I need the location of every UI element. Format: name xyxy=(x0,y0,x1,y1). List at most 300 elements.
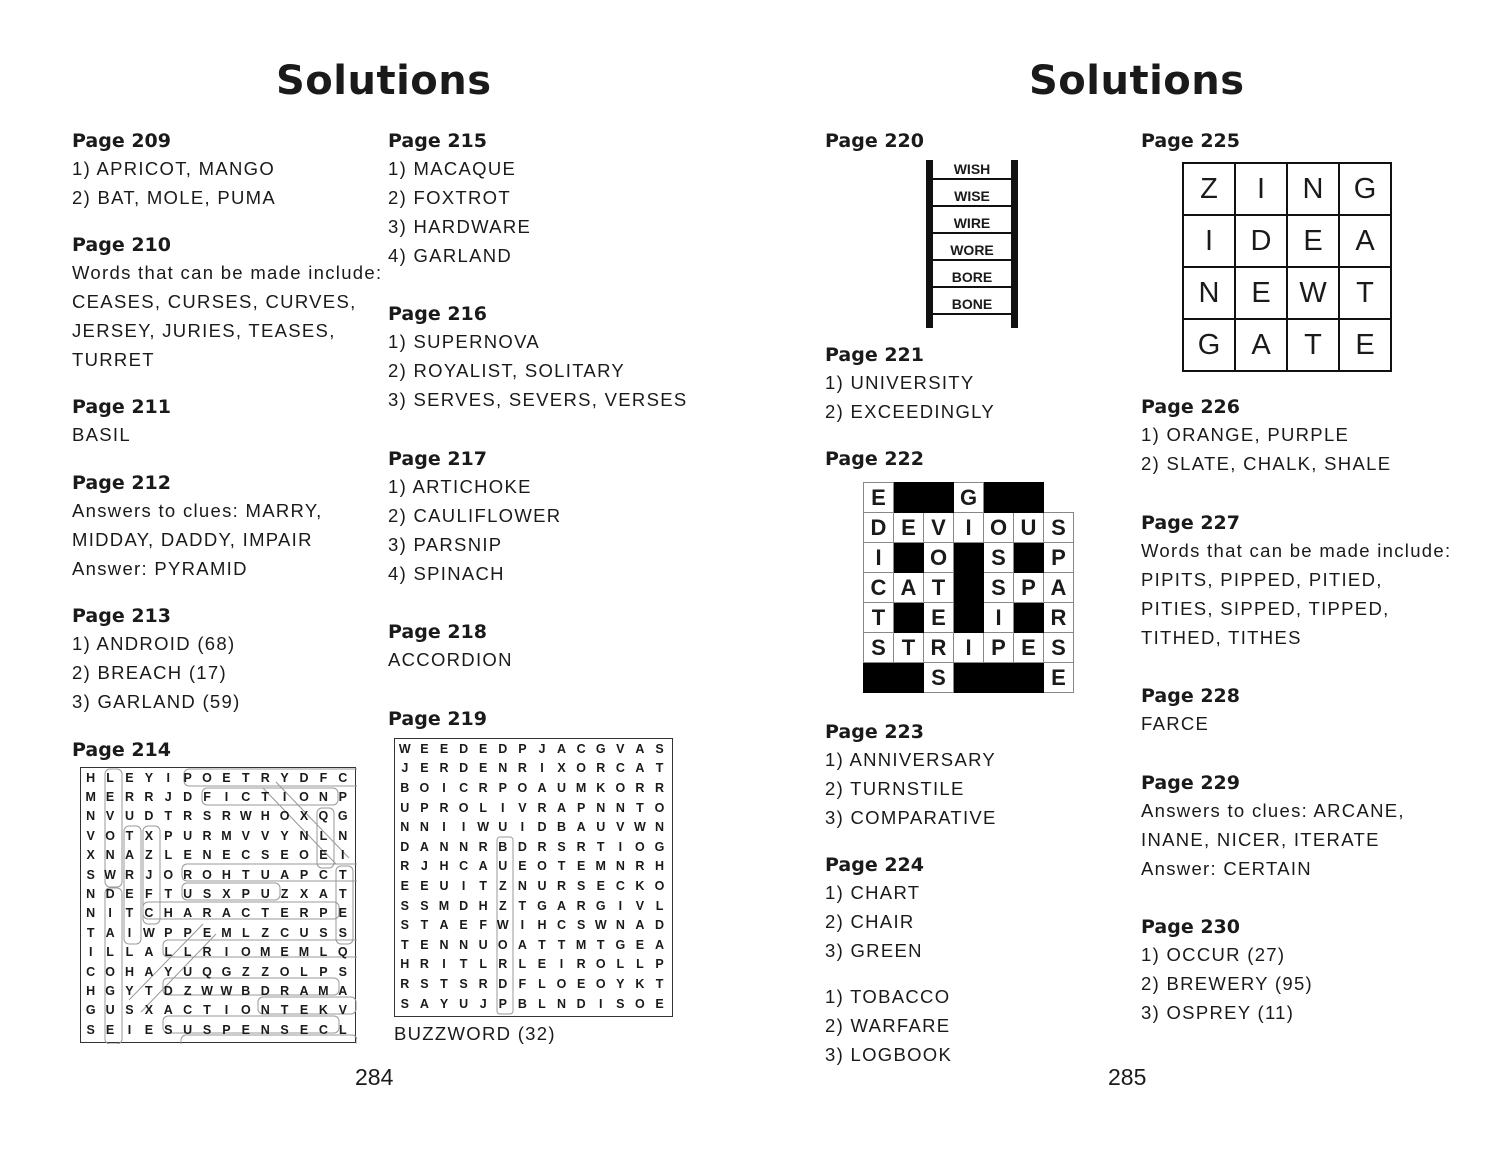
grid-letter: P xyxy=(299,867,309,882)
grid-letter: S xyxy=(338,964,347,979)
grid-letter: E xyxy=(280,945,289,960)
section-page-218 xyxy=(388,619,513,674)
answer-line: 2) CAULIFLOWER xyxy=(388,505,562,526)
ladder-word: WISH xyxy=(953,161,991,177)
answer-line: 1) TOBACCO xyxy=(825,986,951,1007)
grid-letter: L xyxy=(106,770,114,785)
grid-letter: T xyxy=(655,761,664,776)
grid-letter: A xyxy=(478,859,488,874)
section-heading: Page 224 xyxy=(825,854,924,876)
grid-letter: T xyxy=(145,983,153,998)
grid-letter: U xyxy=(478,937,488,952)
grid-letter: A xyxy=(576,820,586,835)
section-page-214 xyxy=(72,737,171,763)
crossword-row xyxy=(864,543,1074,573)
grid-letter: U xyxy=(105,1003,115,1018)
grid-letter: Z xyxy=(145,848,153,863)
crossword-block xyxy=(984,663,1014,693)
section-page-211 xyxy=(72,394,171,449)
grid-letter: T xyxy=(242,867,250,882)
grid-letter: P xyxy=(164,828,173,843)
grid-letter: N xyxy=(86,809,96,824)
grid-letter: I xyxy=(224,790,229,805)
grid-letter: E xyxy=(479,761,488,776)
grid-letter: A xyxy=(144,964,154,979)
answer-line: 3) GREEN xyxy=(825,940,923,961)
answer-line: Words that can be made include: xyxy=(72,262,383,283)
answer-line: Answer: PYRAMID xyxy=(72,558,248,579)
crossword-row xyxy=(864,483,1074,513)
answer-line: 2) WARFARE xyxy=(825,1015,951,1036)
grid-letter: N xyxy=(419,820,429,835)
grid-letter: L xyxy=(538,996,546,1011)
grid-letter: W xyxy=(477,820,490,835)
grid-row xyxy=(81,923,352,942)
answer-line: Words that can be made include: xyxy=(1141,540,1452,561)
grid-letter: X xyxy=(144,1003,154,1018)
square-letter: N xyxy=(1287,163,1339,215)
answer-line: PIPITS, PIPPED, PITIED, xyxy=(1141,569,1383,590)
grid-letter: U xyxy=(459,996,469,1011)
grid-letter: N xyxy=(299,828,309,843)
grid-letter: M xyxy=(575,780,587,795)
grid-row xyxy=(81,962,352,981)
section-page-210 xyxy=(72,232,382,374)
grid-letter: W xyxy=(220,983,233,998)
grid-letter: T xyxy=(242,770,250,785)
grid-letter: S xyxy=(164,1022,173,1037)
grid-row xyxy=(395,994,669,1014)
grid-letter: A xyxy=(144,945,154,960)
answer-line: 3) HARDWARE xyxy=(388,216,532,237)
grid-letter: W xyxy=(201,983,213,998)
grid-letter: S xyxy=(125,1003,134,1018)
answer-line: 2) BREWERY (95) xyxy=(1141,973,1313,994)
grid-letter: T xyxy=(86,925,95,940)
grid-letter: C xyxy=(144,906,154,921)
grid-letter: Y xyxy=(280,828,289,843)
grid-row xyxy=(395,915,669,935)
crossword-letter: R xyxy=(1044,603,1074,633)
answer-line: 2) EXCEEDINGLY xyxy=(825,401,996,422)
grid-letter: G xyxy=(221,964,232,979)
answer-line: 4) GARLAND xyxy=(388,245,513,266)
grid-letter: V xyxy=(105,809,115,824)
answer-line: 3) SERVES, SEVERS, VERSES xyxy=(388,389,688,410)
answer-line: 3) COMPARATIVE xyxy=(825,807,997,828)
grid-letter: H xyxy=(163,906,173,921)
crossword-letter: D xyxy=(864,513,894,543)
grid-row xyxy=(81,904,352,923)
grid-letter: E xyxy=(400,878,409,893)
section-heading: Page 214 xyxy=(72,739,171,761)
grid-letter: W xyxy=(634,820,646,835)
grid-letter: I xyxy=(618,898,623,913)
grid-letter: C xyxy=(318,867,328,882)
square-letter: Z xyxy=(1183,163,1235,215)
section-heading: Page 216 xyxy=(388,303,487,325)
section-page-216 xyxy=(388,301,688,414)
answer-line: CEASES, CURSES, CURVES, xyxy=(72,291,357,312)
grid-letter: V xyxy=(616,820,625,835)
grid-letter: G xyxy=(537,898,547,913)
section-page-220 xyxy=(825,128,924,154)
crossword-letter: G xyxy=(954,483,984,513)
grid-letter: R xyxy=(183,867,193,882)
grid-letter: N xyxy=(86,887,96,902)
answer-line: 3) GARLAND (59) xyxy=(72,691,241,712)
square-row xyxy=(1183,215,1391,267)
grid-letter: R xyxy=(202,906,212,921)
crossword-letter: T xyxy=(864,603,894,633)
grid-letter: N xyxy=(439,937,449,952)
crossword-letter: E xyxy=(924,603,954,633)
section-page-229 xyxy=(1141,770,1405,883)
grid-letter: A xyxy=(183,906,193,921)
grid-letter: T xyxy=(557,859,566,874)
grid-letter: R xyxy=(299,906,309,921)
grid-letter: L xyxy=(479,957,487,972)
grid-letter: N xyxy=(615,800,625,815)
grid-letter: I xyxy=(442,820,446,835)
grid-letter: O xyxy=(458,800,469,815)
grid-letter: D xyxy=(163,983,173,998)
crossword-letter: A xyxy=(1044,573,1074,603)
grid-letter: R xyxy=(478,976,488,991)
grid-letter: Y xyxy=(280,770,289,785)
grid-letter: T xyxy=(125,906,134,921)
left-page-number: 284 xyxy=(355,1064,394,1090)
grid-letter: D xyxy=(498,741,508,756)
grid-letter: I xyxy=(442,957,446,972)
grid-letter: A xyxy=(557,800,567,815)
answer-line: 1) ARTICHOKE xyxy=(388,476,532,497)
section-page-213 xyxy=(72,603,241,716)
section-page-221 xyxy=(825,342,995,426)
grid-letter: I xyxy=(520,918,525,933)
grid-letter: O xyxy=(517,780,528,795)
grid-letter: A xyxy=(517,937,527,952)
grid-letter: D xyxy=(459,761,469,776)
answer-line: INANE, NICER, ITERATE xyxy=(1141,829,1380,850)
grid-letter: T xyxy=(479,878,487,893)
answer-line: Answers to clues: MARRY, xyxy=(72,500,323,521)
grid-letter: E xyxy=(202,925,212,940)
grid-letter: O xyxy=(615,780,626,795)
word-square-225 xyxy=(1182,162,1392,372)
grid-letter: Q xyxy=(202,964,212,979)
grid-letter: C xyxy=(615,761,625,776)
grid-letter: S xyxy=(86,1022,95,1037)
grid-letter: C xyxy=(241,790,251,805)
grid-letter: O xyxy=(279,964,290,979)
section-heading: Page 219 xyxy=(388,708,487,730)
section-heading: Page 229 xyxy=(1141,772,1240,794)
grid-letter: P xyxy=(164,925,173,940)
grid-letter: L xyxy=(636,957,644,972)
grid-letter: U xyxy=(400,800,410,815)
grid-letter: E xyxy=(439,741,449,756)
section-heading: Page 222 xyxy=(825,448,924,470)
section-heading: Page 230 xyxy=(1141,916,1240,938)
grid-letter: Z xyxy=(280,887,289,902)
square-letter: E xyxy=(1287,215,1339,267)
answer-line: 1) MACAQUE xyxy=(388,158,517,179)
grid-letter: E xyxy=(596,878,605,893)
answer-line: 3) OSPREY (11) xyxy=(1141,1002,1295,1023)
grid-letter: U xyxy=(183,828,193,843)
grid-letter: D xyxy=(459,741,469,756)
crossword-letter: I xyxy=(984,603,1014,633)
square-letter: T xyxy=(1339,267,1391,319)
grid-letter: E xyxy=(183,848,192,863)
grid-letter: L xyxy=(479,800,487,815)
grid-letter: D xyxy=(517,839,527,854)
grid-letter: C xyxy=(459,859,469,874)
grid-letter: E xyxy=(420,878,429,893)
grid-letter: W xyxy=(142,925,155,940)
grid-letter: A xyxy=(299,983,309,998)
grid-letter: N xyxy=(596,800,606,815)
grid-letter: K xyxy=(318,1003,328,1018)
section-page-224 xyxy=(825,852,952,1069)
answer-line: TITHED, TITHES xyxy=(1141,627,1302,648)
grid-letter: O xyxy=(163,867,174,882)
grid-letter: W xyxy=(496,918,509,933)
section-page-217 xyxy=(388,446,561,588)
grid-letter: T xyxy=(261,906,270,921)
crossword-letter: I xyxy=(954,513,984,543)
grid-letter: R xyxy=(576,898,586,913)
grid-row xyxy=(395,739,669,759)
grid-letter: I xyxy=(224,1003,229,1018)
grid-letter: H xyxy=(86,770,96,785)
grid-letter: D xyxy=(459,898,469,913)
grid-letter: N xyxy=(400,820,410,835)
grid-letter: D xyxy=(144,809,154,824)
grid-letter: S xyxy=(576,918,586,933)
grid-letter: A xyxy=(635,918,645,933)
grid-letter: X xyxy=(86,848,95,863)
grid-letter: L xyxy=(125,945,134,960)
grid-letter: X xyxy=(222,887,231,902)
crossword-block xyxy=(954,663,984,693)
grid-letter: U xyxy=(260,887,270,902)
grid-letter: J xyxy=(420,859,428,874)
grid-letter: Z xyxy=(261,964,270,979)
grid-letter: E xyxy=(479,741,488,756)
grid-letter: P xyxy=(576,800,586,815)
grid-letter: L xyxy=(538,976,546,991)
grid-letter: T xyxy=(164,809,173,824)
grid-letter: A xyxy=(419,839,429,854)
grid-letter: M xyxy=(221,925,232,940)
grid-letter: N xyxy=(86,906,96,921)
grid-letter: A xyxy=(557,741,567,756)
section-heading: Page 215 xyxy=(388,130,487,152)
grid-letter: Y xyxy=(616,976,625,991)
ladder-rail xyxy=(926,160,933,328)
grid-letter: P xyxy=(183,770,192,785)
grid-letter: D xyxy=(498,976,508,991)
grid-letter: R xyxy=(183,809,193,824)
crossword-row xyxy=(864,663,1074,693)
section-page-215 xyxy=(388,128,531,270)
section-page-228 xyxy=(1141,683,1240,738)
grid-letter: B xyxy=(557,820,567,835)
grid-letter: A xyxy=(635,741,645,756)
grid-letter: F xyxy=(319,770,328,785)
grid-letter: E xyxy=(420,761,429,776)
grid-letter: Z xyxy=(261,925,270,940)
grid-letter: N xyxy=(459,839,469,854)
grid-letter: N xyxy=(202,848,212,863)
section-heading: Page 213 xyxy=(72,605,171,627)
grid-letter: M xyxy=(85,790,96,805)
grid-letter: I xyxy=(282,790,287,805)
grid-letter: O xyxy=(595,957,606,972)
crossword-block xyxy=(894,663,924,693)
grid-letter: J xyxy=(538,741,546,756)
grid-letter: J xyxy=(164,790,172,805)
section-page-212 xyxy=(72,470,323,583)
square-row xyxy=(1183,267,1391,319)
section-heading: Page 226 xyxy=(1141,396,1240,418)
grid-letter: S xyxy=(338,925,347,940)
grid-letter: S xyxy=(261,848,270,863)
section-heading: Page 209 xyxy=(72,130,171,152)
grid-letter: S xyxy=(576,878,586,893)
grid-letter: T xyxy=(420,918,429,933)
grid-letter: U xyxy=(439,878,449,893)
grid-letter: E xyxy=(222,770,231,785)
grid-letter: C xyxy=(576,741,586,756)
grid-row xyxy=(81,768,352,787)
crossword-letter: I xyxy=(954,633,984,663)
grid-letter: D xyxy=(299,770,309,785)
crossword-block xyxy=(864,663,894,693)
answer-line: 1) APRICOT, MANGO xyxy=(72,158,276,179)
square-letter: N xyxy=(1183,267,1235,319)
grid-letter: E xyxy=(280,848,289,863)
grid-letter: T xyxy=(518,898,527,913)
grid-row xyxy=(81,1020,352,1039)
grid-letter: A xyxy=(635,761,645,776)
answer-line: 2) SLATE, CHALK, SHALE xyxy=(1141,453,1392,474)
grid-letter: I xyxy=(540,761,544,776)
grid-letter: L xyxy=(319,828,328,843)
grid-letter: Q xyxy=(318,809,329,824)
grid-letter: I xyxy=(108,906,112,921)
grid-letter: V xyxy=(86,828,95,843)
grid-letter: E xyxy=(144,1022,154,1037)
grid-letter: M xyxy=(595,859,606,874)
grid-letter: I xyxy=(520,820,525,835)
grid-letter: L xyxy=(106,945,114,960)
answer-line: BASIL xyxy=(72,424,131,445)
grid-letter: N xyxy=(557,996,567,1011)
section-heading: Page 227 xyxy=(1141,512,1240,534)
crossword-row xyxy=(864,633,1074,663)
grid-letter: L xyxy=(655,898,664,913)
grid-letter: R xyxy=(280,983,290,998)
grid-letter: R xyxy=(124,790,134,805)
crossword-letter: I xyxy=(864,543,894,573)
answer-line: MIDDAY, DADDY, IMPAIR xyxy=(72,529,313,550)
grid-letter: R xyxy=(202,828,212,843)
grid-letter: C xyxy=(338,770,348,785)
square-letter: A xyxy=(1235,319,1287,371)
section-heading: Page 212 xyxy=(72,472,171,494)
grid-letter: E xyxy=(299,1003,309,1018)
answer-line: TURRET xyxy=(72,349,155,370)
grid-letter: E xyxy=(105,790,115,805)
crossword-row xyxy=(864,603,1074,633)
grid-letter: S xyxy=(202,1022,212,1037)
grid-letter: T xyxy=(338,867,347,882)
grid-letter: Y xyxy=(125,983,134,998)
grid-letter: P xyxy=(319,964,328,979)
grid-letter: O xyxy=(240,945,251,960)
grid-row xyxy=(81,787,352,806)
grid-row xyxy=(395,837,669,857)
grid-letter: S xyxy=(400,918,409,933)
grid-row xyxy=(81,884,352,903)
grid-letter: I xyxy=(598,996,603,1011)
answer-line: 1) OCCUR (27) xyxy=(1141,944,1286,965)
grid-letter: B xyxy=(400,780,410,795)
crossword-block xyxy=(894,543,924,573)
grid-row xyxy=(395,876,669,896)
grid-letter: V xyxy=(635,898,645,913)
grid-letter: N xyxy=(318,790,328,805)
grid-letter: N xyxy=(517,878,527,893)
ladder-rung xyxy=(933,178,1011,180)
grid-letter: S xyxy=(319,925,328,940)
ladder-word: WORE xyxy=(950,242,994,258)
grid-row xyxy=(81,1001,352,1020)
grid-letter: V xyxy=(338,1003,347,1018)
grid-letter: Y xyxy=(144,770,154,785)
crossword-letter: E xyxy=(864,483,894,513)
grid-letter: B xyxy=(498,839,508,854)
grid-letter: F xyxy=(145,887,153,902)
grid-row xyxy=(395,759,669,779)
crossword-block xyxy=(1014,603,1044,633)
grid-row xyxy=(81,826,352,845)
grid-letter: G xyxy=(337,809,348,824)
grid-letter: L xyxy=(518,957,527,972)
grid-letter: V xyxy=(616,741,625,756)
grid-letter: P xyxy=(319,906,328,921)
grid-letter: E xyxy=(125,887,134,902)
grid-letter: R xyxy=(439,800,449,815)
grid-letter: U xyxy=(596,820,606,835)
section-heading: Page 211 xyxy=(72,396,171,418)
ladder-rung xyxy=(933,313,1011,315)
grid-letter: M xyxy=(260,945,271,960)
ladder-word: BONE xyxy=(951,296,993,312)
grid-letter: T xyxy=(261,790,270,805)
grid-letter: I xyxy=(88,945,93,960)
ladder-word: WISE xyxy=(954,188,990,204)
grid-letter: E xyxy=(655,996,664,1011)
grid-letter: T xyxy=(400,937,409,952)
crossword-letter: V xyxy=(924,513,954,543)
grid-letter: Y xyxy=(164,964,173,979)
grid-letter: P xyxy=(183,925,192,940)
grid-letter: F xyxy=(203,790,211,805)
